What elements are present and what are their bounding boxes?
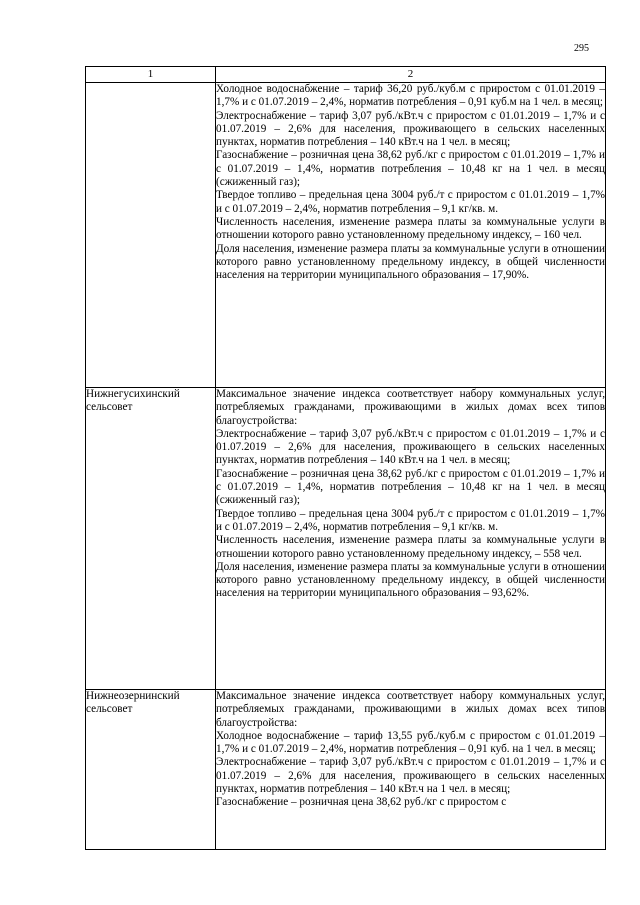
paragraph: Максимальное значение индекса соответствует набору коммунальных услуг, потребляемых гражданами, проживающими в жилых домах всех типов благоустройства: xyxy=(216,690,605,729)
column-header-2: 2 xyxy=(216,67,606,83)
municipality-name xyxy=(86,83,216,388)
paragraph: Электроснабжение – тариф 3,07 руб./кВт.ч с приростом с 01.01.2019 – 1,7% и с 01.07.2019 – 2,6% для населения, проживающего в сельских населенных пунктах, норматив потребления – 140 кВт.ч на 1 чел. в месяц; xyxy=(216,756,605,796)
table-row xyxy=(86,690,606,850)
paragraph: Газоснабжение – розничная цена 38,62 руб./кг с приростом с 01.01.2019 – 1,7% и с 01.07.2019 – 1,4%, норматив потребления – 10,48 кг на 1 чел. в месяц (сжиженный газ); xyxy=(216,467,605,507)
paragraph: Твердое топливо – предельная цена 3004 руб./т с приростом с 01.01.2019 – 1,7% и с 01.07.2019 – 2,4%, норматив потребления – 9,1 кг/кв. м. xyxy=(216,189,605,215)
municipality-name: Нижнеозернинский сельсовет xyxy=(86,690,216,850)
paragraph: Газоснабжение – розничная цена 38,62 руб./кг с приростом с xyxy=(216,796,507,809)
table-header-row xyxy=(86,67,606,83)
paragraph: Твердое топливо – предельная цена 3004 руб./т с приростом с 01.01.2019 – 1,7% и с 01.07.2019 – 2,4%, норматив потребления – 9,1 кг/кв. м. xyxy=(216,507,605,533)
paragraph: Максимальное значение индекса соответствует набору коммунальных услуг, потребляемых гражданами, проживающими в жилых домах всех типов благоустройства: xyxy=(216,388,605,427)
column-header-1: 1 xyxy=(86,67,216,83)
paragraph: Холодное водоснабжение – тариф 36,20 руб./куб.м с приростом с 01.01.2019 – 1,7% и с 01.07.2019 – 2,4%, норматив потребления – 0,91 куб.м на 1 чел. в месяц; xyxy=(216,83,605,109)
paragraph: Доля населения, изменение размера платы за коммунальные услуги в отношении которого равно установленному предельному индексу, в общей численности населения на территории муниципального образования – 17,90%. xyxy=(216,242,605,282)
municipality-name: Нижнегусихинский сельсовет xyxy=(86,388,216,690)
paragraph: Численность населения, изменение размера платы за коммунальные услуги в отношении которого равно установленному предельному индексу, – 558 чел. xyxy=(216,534,605,560)
row-description xyxy=(216,388,606,690)
paragraph: Доля населения, изменение размера платы за коммунальные услуги в отношении которого равно установленному предельному индексу, в общей численности населения на территории муниципального образования – 93,62%. xyxy=(216,560,605,600)
paragraph: Численность населения, изменение размера платы за коммунальные услуги в отношении которого равно установленному предельному индексу, – 160 чел. xyxy=(216,215,605,242)
table-row xyxy=(86,388,606,690)
paragraph: Газоснабжение – розничная цена 38,62 руб./кг с приростом с 01.01.2019 – 1,7% и с 01.07.2019 – 1,4%, норматив потребления – 10,48 кг на 1 чел. в месяц (сжиженный газ); xyxy=(216,149,605,189)
table-row xyxy=(86,83,606,388)
row-description xyxy=(216,690,606,850)
page-number: 295 xyxy=(574,43,589,54)
row-description xyxy=(216,83,606,388)
paragraph: Электроснабжение – тариф 3,07 руб./кВт.ч с приростом с 01.01.2019 – 1,7% и с 01.07.2019 – 2,6% для населения, проживающего в сельских населенных пунктах, норматив потребления – 140 кВт.ч на 1 чел. в месяц; xyxy=(216,109,605,149)
paragraph: Электроснабжение – тариф 3,07 руб./кВт.ч с приростом с 01.01.2019 – 1,7% и с 01.07.2019 – 2,6% для населения, проживающего в сельских населенных пунктах, норматив потребления – 140 кВт.ч на 1 чел. в месяц; xyxy=(216,427,605,467)
tariff-table xyxy=(85,66,606,850)
paragraph: Холодное водоснабжение – тариф 13,55 руб./куб.м с приростом с 01.01.2019 – 1,7% и с 01.07.2019 – 2,4%, норматив потребления – 0,91 куб. на 1 чел. в месяц; xyxy=(216,729,605,756)
